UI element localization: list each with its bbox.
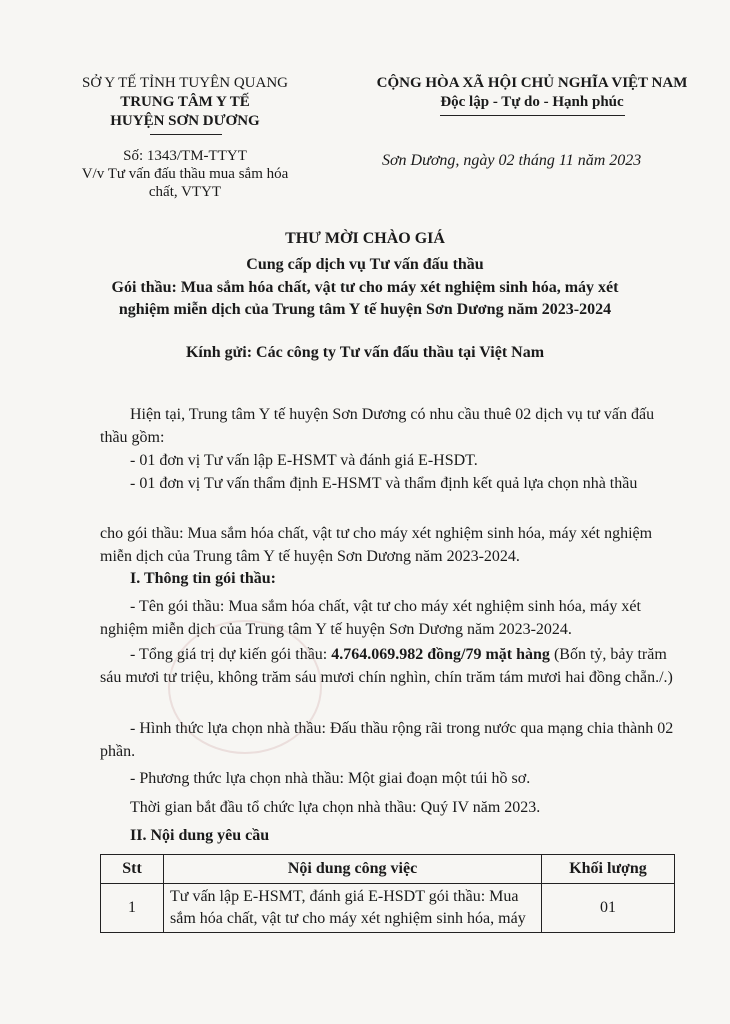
section-1-heading: I. Thông tin gói thầu: <box>130 570 276 587</box>
agency-parent: SỞ Y TẾ TỈNH TUYÊN QUANG <box>82 75 288 91</box>
col-header-content: Nội dung công việc <box>164 855 542 884</box>
intro-item-2: - 01 đơn vị Tư vấn thẩm định E-HSMT và thẩm định kết quả lựa chọn nhà thầu <box>130 475 638 492</box>
intro-paragraph: Hiện tại, Trung tâm Y tế huyện Sơn Dương có nhu cầu thuê 02 dịch vụ tư vấn đấu thầu gồm: <box>100 406 655 446</box>
nation-title: CỘNG HÒA XÃ HỘI CHỦ NGHĨA VIỆT NAM <box>376 75 688 91</box>
intro-package: cho gói thầu: Mua sắm hóa chất, vật tư cho máy xét nghiệm sinh hóa, máy xét nghiệm miễn dịch của Trung tâm Y tế huyện Sơn Dương năm 2023-2024. <box>100 525 653 565</box>
selection-time: Thời gian bắt đầu tổ chức lựa chọn nhà thầu: Quý IV năm 2023. <box>130 799 541 816</box>
agency-underline <box>150 134 222 135</box>
intro-item-1: - 01 đơn vị Tư vấn lập E-HSMT và đánh giá E-HSDT. <box>130 452 478 469</box>
letter-subtitle: Cung cấp dịch vụ Tư vấn đấu thầu <box>246 256 484 273</box>
ref-number: Số: 1343/TM-TTYT <box>123 148 247 164</box>
package-value-prefix: - Tổng giá trị dự kiến gói thầu: <box>130 646 332 663</box>
selection-form: - Hình thức lựa chọn nhà thầu: Đấu thầu rộng rãi trong nước qua mạng chia thành 02 phần. <box>100 720 674 760</box>
ref-subject-2: chất, VTYT <box>148 184 222 200</box>
package-name: - Tên gói thầu: Mua sắm hóa chất, vật tư cho máy xét nghiệm sinh hóa, máy xét nghiệm miễn dịch của Trung tâm Y tế huyện Sơn Dương năm 2023-2024. <box>100 598 641 638</box>
col-header-quantity: Khối lượng <box>542 855 675 884</box>
place-date: Sơn Dương, ngày 02 tháng 11 năm 2023 <box>382 152 642 169</box>
package-title-1: Gói thầu: Mua sắm hóa chất, vật tư cho máy xét nghiệm sinh hóa, máy xét <box>111 279 619 296</box>
table-header-row <box>101 855 675 884</box>
row-content: Tư vấn lập E-HSMT, đánh giá E-HSDT gói thầu: Mua sắm hóa chất, vật tư cho máy xét nghiệm sinh hóa, máy <box>164 884 542 933</box>
agency-name: TRUNG TÂM Y TẾ <box>120 94 250 110</box>
stamp-seal <box>168 620 322 754</box>
row-stt: 1 <box>101 884 164 933</box>
col-header-stt: Stt <box>101 855 164 884</box>
package-value-amount: 4.764.069.982 đồng/79 mặt hàng <box>331 646 550 663</box>
ref-subject-1: V/v Tư vấn đấu thầu mua sắm hóa <box>81 166 289 182</box>
package-title-2: nghiệm miễn dịch của Trung tâm Y tế huyện Sơn Dương năm 2023-2024 <box>118 301 612 318</box>
selection-method: - Phương thức lựa chọn nhà thầu: Một giai đoạn một túi hồ sơ. <box>130 770 531 787</box>
section-2-heading: II. Nội dung yêu cầu <box>130 827 270 844</box>
nation-motto: Độc lập - Tự do - Hạnh phúc <box>440 94 624 110</box>
motto-underline <box>440 115 625 116</box>
agency-name-2: HUYỆN SƠN DƯƠNG <box>110 113 260 129</box>
requirements-table <box>100 854 675 933</box>
package-value-suffix: (Bốn tỷ, bảy trăm sáu mươi tư triệu, không trăm sáu mươi chín nghìn, chín trăm tám mươi hai đồng chẵn./.) <box>100 646 673 686</box>
table-row <box>101 884 675 933</box>
greeting: Kính gửi: Các công ty Tư vấn đấu thầu tại Việt Nam <box>185 344 545 361</box>
letter-title: THƯ MỜI CHÀO GIÁ <box>285 230 445 247</box>
row-quantity: 01 <box>542 884 675 933</box>
